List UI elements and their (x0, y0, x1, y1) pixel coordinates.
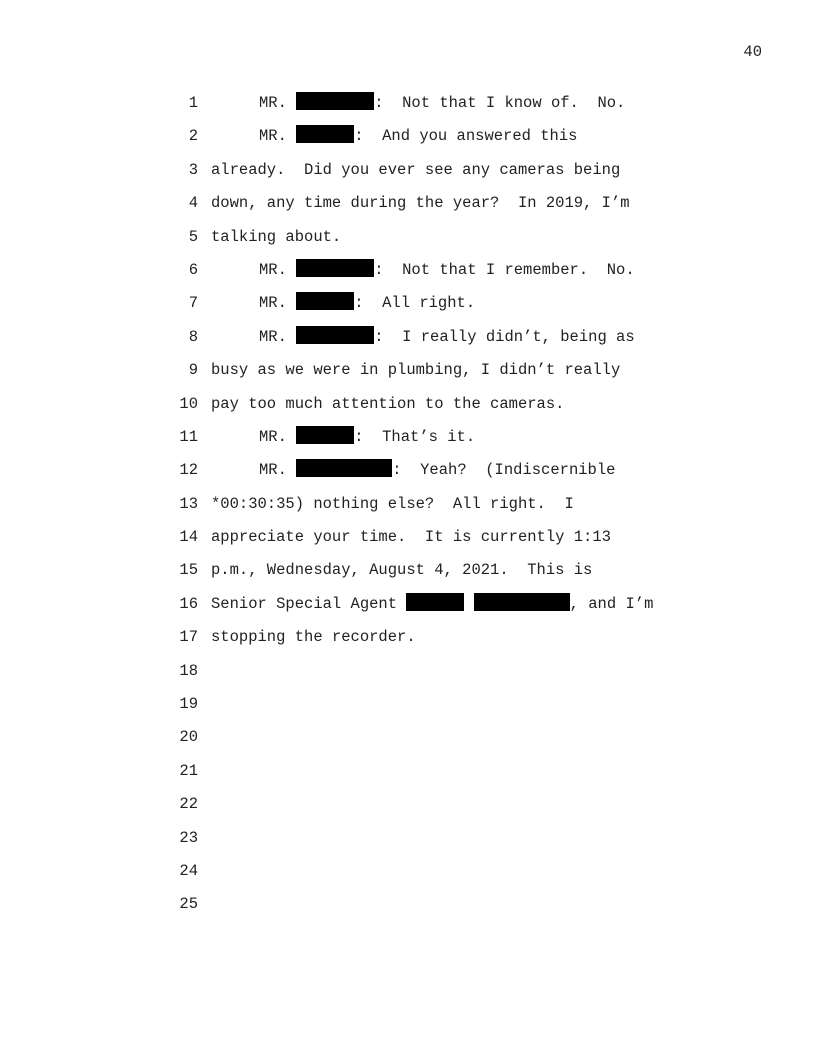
line-text (211, 390, 564, 418)
spoken-text: : And you answered this (354, 127, 578, 146)
line-text (259, 89, 625, 117)
line-number: 22 (179, 795, 198, 814)
line-text (211, 590, 653, 618)
transcript-line (0, 623, 816, 656)
spoken-text: : All right. (354, 294, 476, 313)
speaker-prefix: MR. (259, 427, 297, 446)
line-number: 6 (188, 260, 198, 279)
line-number: 7 (188, 294, 198, 313)
line-text (259, 289, 475, 317)
line-text-mid (464, 595, 473, 613)
transcript-line (0, 757, 816, 790)
line-number: 8 (188, 327, 198, 346)
line-number: 17 (179, 628, 198, 647)
spoken-text: already. Did you ever see any cameras being (211, 160, 621, 179)
redaction-block (296, 259, 374, 277)
transcript-line (0, 857, 816, 890)
line-text (211, 623, 416, 651)
spoken-text: busy as we were in plumbing, I didn’t really (211, 361, 621, 380)
speaker-prefix: MR. (259, 127, 297, 146)
line-number: 23 (179, 828, 198, 847)
speaker-prefix: MR. (259, 327, 297, 346)
redaction-block (296, 292, 354, 310)
transcript-line (0, 356, 816, 389)
line-number: 10 (179, 394, 198, 413)
spoken-text: : Yeah? (Indiscernible (392, 461, 616, 480)
redaction-block (296, 459, 392, 477)
redaction-block (406, 593, 464, 611)
line-number: 9 (188, 361, 198, 380)
transcript-line (0, 556, 816, 589)
transcript-line (0, 590, 816, 623)
spoken-text: talking about. (211, 227, 342, 246)
line-text (211, 556, 592, 584)
transcript-line (0, 156, 816, 189)
line-text (259, 456, 615, 484)
redaction-block (474, 593, 570, 611)
spoken-text: : Not that I remember. No. (374, 260, 635, 279)
line-number: 19 (179, 695, 198, 714)
transcript-line (0, 790, 816, 823)
transcript-line (0, 390, 816, 423)
line-number: 13 (179, 494, 198, 513)
spoken-text: p.m., Wednesday, August 4, 2021. This is (211, 561, 593, 580)
spoken-text: down, any time during the year? In 2019, I’m (211, 194, 630, 213)
line-text (259, 323, 635, 351)
transcript-line (0, 657, 816, 690)
transcript-line (0, 223, 816, 256)
line-text (211, 189, 630, 217)
redaction-block (296, 125, 354, 143)
line-text (211, 223, 341, 251)
spoken-text: pay too much attention to the cameras. (211, 394, 565, 413)
line-number: 3 (188, 160, 198, 179)
line-number: 1 (188, 94, 198, 112)
line-number: 16 (179, 594, 198, 613)
line-text (211, 156, 620, 184)
transcript-line (0, 523, 816, 556)
spoken-text: , and I’m (569, 594, 654, 613)
line-text (259, 122, 577, 150)
transcript-line (0, 122, 816, 155)
redaction-block (296, 92, 374, 110)
line-number: 20 (179, 728, 198, 747)
line-number: 15 (179, 561, 198, 580)
line-text (259, 256, 635, 284)
spoken-text: *00:30:35) nothing else? All right. I (211, 494, 574, 513)
transcript-line (0, 289, 816, 322)
page-number: 40 (743, 43, 762, 61)
transcript-line (0, 490, 816, 523)
redaction-block (296, 326, 374, 344)
line-text (259, 423, 475, 451)
line-number: 25 (179, 895, 198, 914)
transcript-line (0, 189, 816, 222)
spoken-text: : Not that I know of. No. (374, 94, 626, 112)
spoken-text: : That’s it. (354, 427, 476, 446)
line-number: 21 (179, 761, 198, 780)
line-number: 18 (179, 661, 198, 680)
transcript-line (0, 456, 816, 489)
spoken-text: appreciate your time. It is currently 1:13 (211, 528, 611, 547)
line-number: 4 (188, 194, 198, 213)
redaction-block (296, 426, 354, 444)
transcript-line (0, 323, 816, 356)
line-number: 2 (188, 127, 198, 146)
transcript-line (0, 256, 816, 289)
transcript-line (0, 824, 816, 857)
transcript-line (0, 690, 816, 723)
line-number: 12 (179, 461, 198, 480)
transcript-line (0, 890, 816, 923)
transcript-line (0, 89, 816, 122)
transcript-lines (0, 89, 816, 924)
line-number: 14 (179, 528, 198, 547)
line-text (211, 523, 611, 551)
speaker-prefix: MR. (259, 94, 297, 112)
line-number: 24 (179, 861, 198, 880)
speaker-prefix: Senior Special Agent (211, 594, 407, 613)
speaker-prefix: MR. (259, 260, 297, 279)
speaker-prefix: MR. (259, 294, 297, 313)
transcript-line (0, 723, 816, 756)
spoken-text: stopping the recorder. (211, 628, 416, 647)
speaker-prefix: MR. (259, 461, 297, 480)
spoken-text: : I really didn’t, being as (374, 327, 635, 346)
line-number: 11 (179, 427, 198, 446)
transcript-line (0, 423, 816, 456)
line-text (211, 490, 574, 518)
line-number: 5 (188, 227, 198, 246)
line-text (211, 356, 620, 384)
